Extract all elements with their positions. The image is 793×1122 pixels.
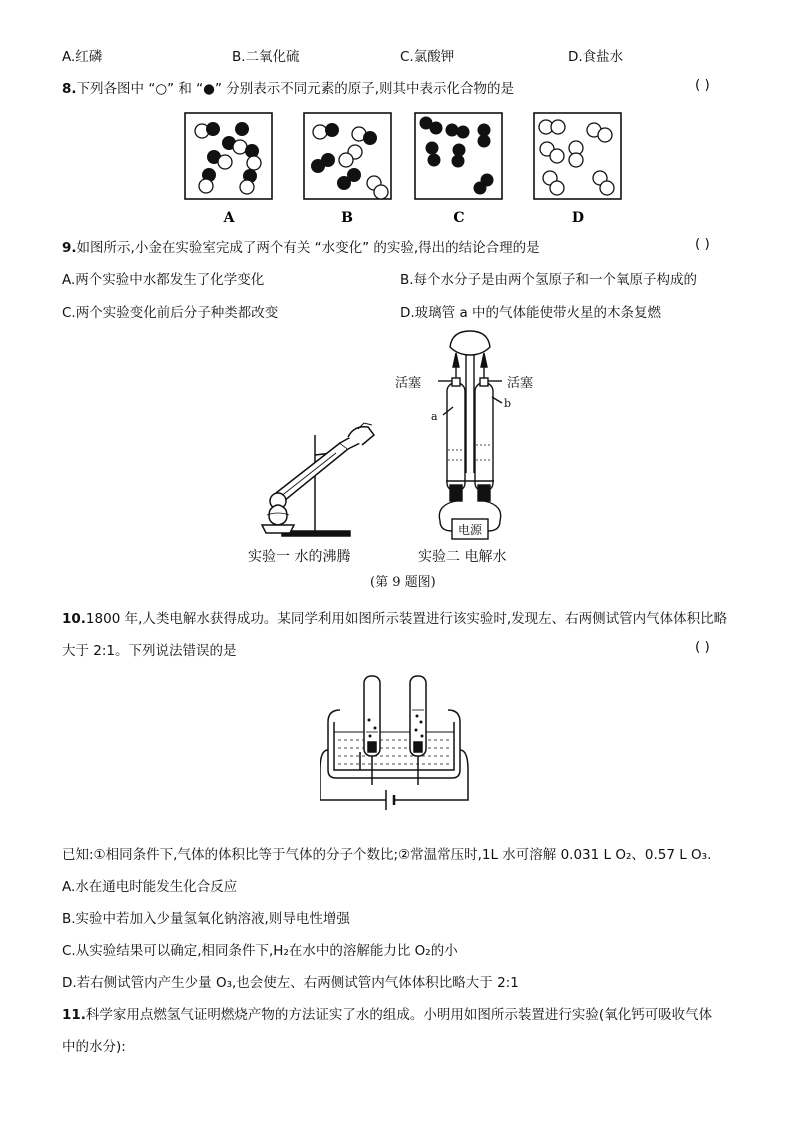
q9-option-b: B.每个水分子是由两个氢原子和一个氧原子构成的 [400,272,698,288]
q10-option-c: C.从实验结果可以确定,相同条件下,H₂在水中的溶解能力比 O₂的小 [62,943,458,959]
q8-label-d: D [571,210,585,226]
q7-option-c: C.氯酸钾 [400,49,455,65]
q10-stem-text: 1800 年,人类电解水获得成功。某同学利用如图所示装置进行该实验时,发现左、右两侧试管内气体体积比略 [85,611,728,627]
q8-label-a: A [223,210,235,226]
q8-box-b [304,113,391,199]
q8-number: 8. [62,81,77,97]
q8-stem-text: 下列各图中 “○” 和 “●” 分别表示不同元素的原子,则其中表示化合物的是 [76,81,515,97]
q8-molecule-figure [180,108,630,230]
q11-stem-line1 [62,1003,712,1023]
q10-known-conditions: 已知:①相同条件下,气体的体积比等于气体的分子个数比;②常温常压时,1L 水可溶解 0.031 L O₂、0.57 L O₃. [62,847,712,863]
q8-box-c [415,113,502,199]
exp1-apparatus [262,423,374,536]
q8-box-a [185,113,272,199]
q9-stem-text: 如图所示,小金在实验室完成了两个有关 “水变化” 的实验,得出的结论合理的是 [76,240,540,256]
q7-option-a: A.红磷 [62,49,103,65]
stopcock-left-label: 活塞 [395,376,422,391]
q11-stem-line2: 中的水分): [62,1039,126,1055]
exp1-caption: 实验一 水的沸腾 [248,549,351,565]
q9-option-d: D.玻璃管 a 中的气体能使带火星的木条复燃 [400,305,662,321]
stopcock-right-label: 活塞 [507,376,534,391]
q10-electrolysis-figure [320,670,470,820]
q10-stem-line2: 大于 2:1。下列说法错误的是 [62,643,237,659]
q10-stem-line1 [62,607,727,627]
q11-number: 11. [62,1007,86,1023]
exp2-apparatus [438,331,502,539]
q7-option-b: B.二氧化硫 [232,49,300,65]
q8-label-c: C [453,210,465,226]
q10-number: 10. [62,611,86,627]
q9-number: 9. [62,240,77,256]
power-source-label: 电源 [457,523,483,537]
q10-option-a: A.水在通电时能发生化合反应 [62,879,238,895]
q10-option-b: B.实验中若加入少量氢氧化钠溶液,则导电性增强 [62,911,350,927]
q8-box-d [534,113,621,199]
q7-option-d: D.食盐水 [568,49,624,65]
q9-option-c: C.两个实验变化前后分子种类都改变 [62,305,279,321]
q9-experiment-figure [240,325,560,595]
q11-stem-text: 科学家用点燃氢气证明燃烧产物的方法证实了水的组成。小明用如图所示装置进行实验(氧化钙可吸收气体 [85,1007,713,1023]
q10-option-d: D.若右侧试管内产生少量 O₃,也会使左、右两侧试管内气体体积比略大于 2:1 [62,975,519,991]
tube-b-label: b [504,397,512,410]
exp2-caption: 实验二 电解水 [418,549,507,565]
q10-answer-paren: ( ) [695,639,710,655]
q9-option-a: A.两个实验中水都发生了化学变化 [62,272,265,288]
tube-a-label: a [431,410,438,423]
q8-label-b: B [341,210,353,226]
q8-answer-paren: ( ) [695,77,710,93]
q9-stem [62,236,540,256]
q8-stem [62,77,514,97]
figure-9-caption: (第 9 题图) [370,575,436,590]
q9-answer-paren: ( ) [695,236,710,252]
